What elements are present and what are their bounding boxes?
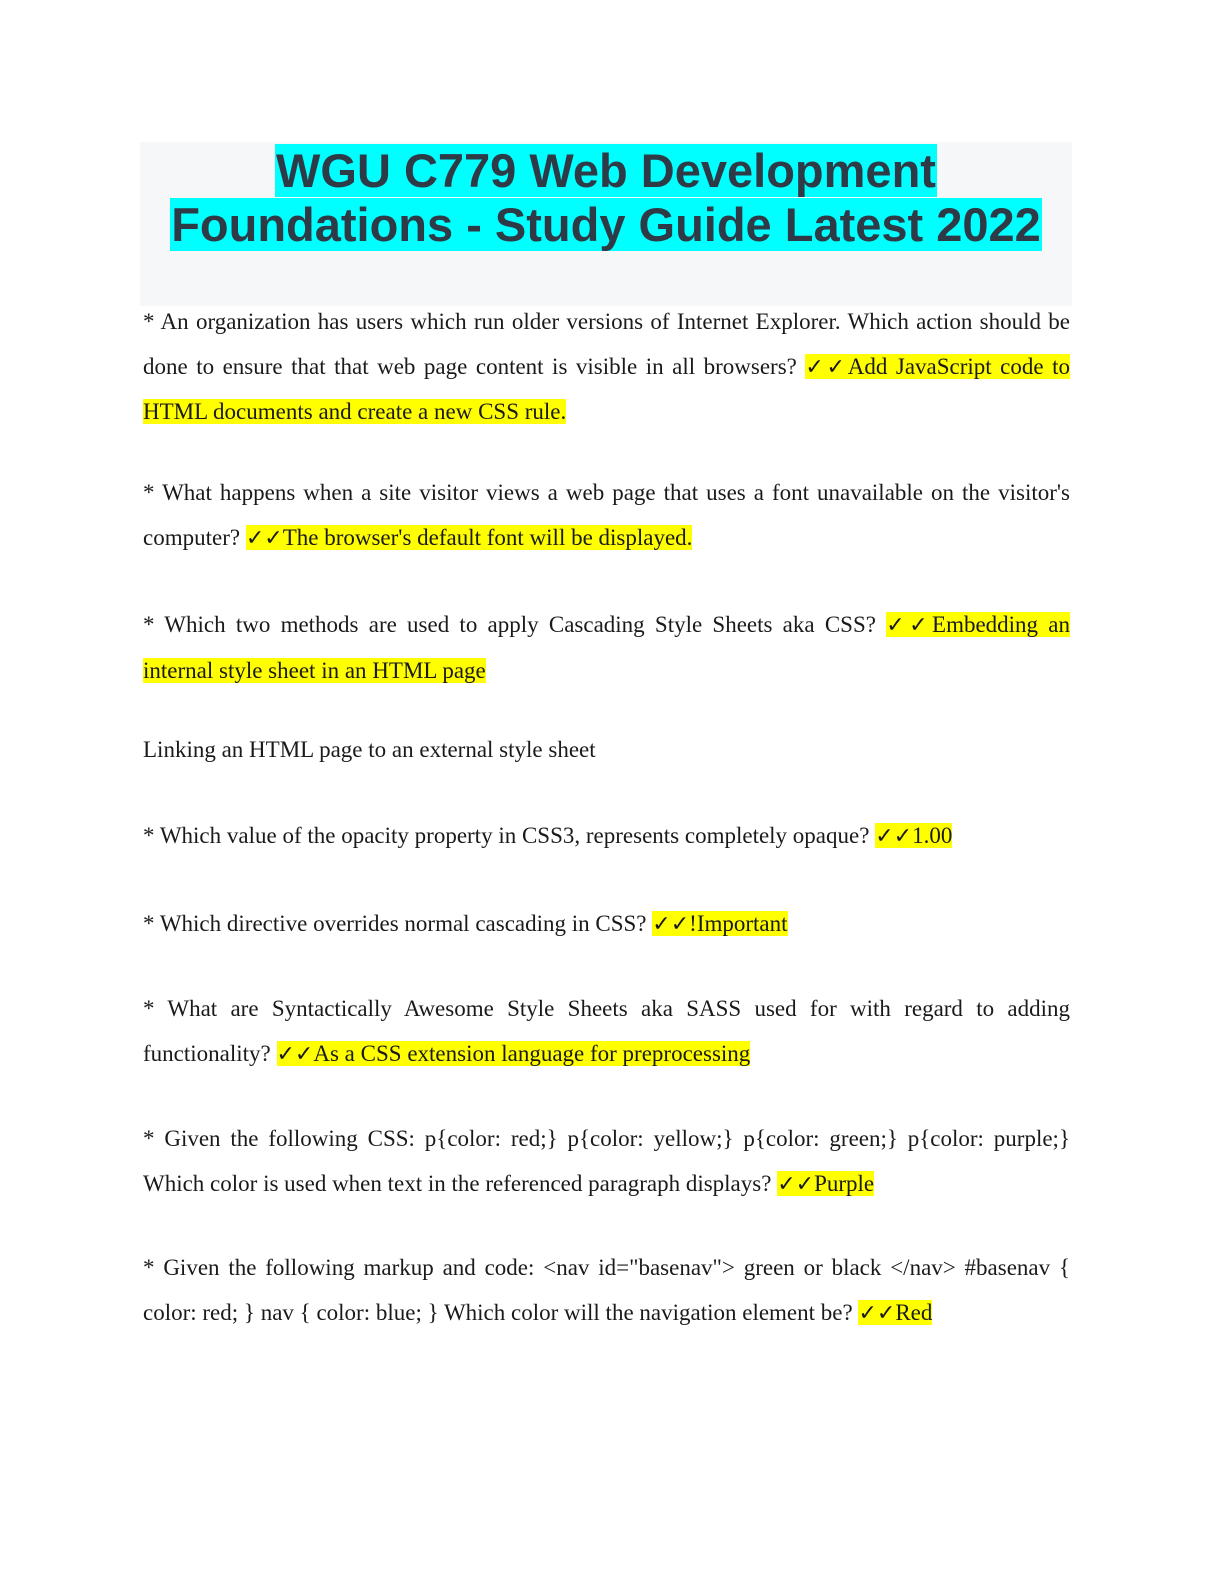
answer-text: As a CSS extension language for preprocessing [313, 1040, 751, 1066]
question-text: * Which directive overrides normal cascading in CSS? [143, 911, 653, 936]
answer-highlight [652, 911, 787, 936]
checkmark-icon: ✓✓ [245, 525, 283, 551]
question-text: * Which value of the opacity property in CSS3, represents completely opaque? [143, 823, 876, 848]
document-title-line-1 [140, 144, 1072, 198]
plain-text: Linking an HTML page to an external style sheet [143, 737, 596, 762]
question-5 [143, 902, 1070, 948]
question-text: * Which two methods are used to apply Cascading Style Sheets aka CSS? [143, 612, 887, 637]
answer-highlight [858, 1300, 932, 1325]
answer-highlight [875, 823, 952, 848]
answer-highlight [277, 1041, 751, 1066]
answer-text: The browser's default font will be displayed. [282, 524, 693, 550]
checkmark-icon: ✓✓ [777, 1171, 815, 1197]
question-text: * What happens when a site visitor views a web page that uses a font unavailable on the visitor's computer? [143, 480, 1070, 550]
checkmark-icon: ✓✓ [276, 1041, 314, 1067]
answer-text: Embedding an internal style sheet in an HTML page [143, 612, 1070, 683]
answer-text: 1.00 [912, 823, 953, 848]
answer-highlight [246, 525, 693, 550]
checkmark-icon: ✓✓ [805, 354, 848, 380]
question-8 [143, 1246, 1070, 1336]
question-text: * Given the following CSS: p{color: red;} p{color: yellow;} p{color: green;} p{color: purple;} Which color is used when text in the referenced paragraph displays? [143, 1126, 1070, 1196]
answer-text: Red [895, 1299, 933, 1325]
answer-highlight [777, 1171, 874, 1196]
answer-continuation [143, 728, 1070, 773]
answer-text: !Important [689, 911, 788, 936]
question-1 [143, 300, 1070, 435]
answer-text: Purple [814, 1170, 875, 1196]
document-title-block [140, 142, 1072, 306]
question-7 [143, 1117, 1070, 1207]
checkmark-icon: ✓✓ [875, 824, 913, 849]
title-highlight: Foundations - Study Guide Latest 2022 [171, 198, 1041, 251]
question-text: * What are Syntactically Awesome Style Sheets aka SASS used for with regard to adding functionality? [143, 996, 1070, 1066]
question-text: * An organization has users which run older versions of Internet Explorer. Which action should be done to ensure that that web page content is visible in all browsers? [143, 309, 1070, 379]
title-highlight: WGU C779 Web Development [276, 144, 936, 197]
checkmark-icon: ✓✓ [652, 912, 690, 937]
answer-text: Add JavaScript code to HTML documents and create a new CSS rule. [143, 353, 1070, 424]
checkmark-icon: ✓✓ [886, 613, 933, 638]
question-6 [143, 987, 1070, 1077]
question-4 [143, 814, 1070, 860]
checkmark-icon: ✓✓ [858, 1300, 896, 1326]
document-title-line-2 [140, 198, 1072, 252]
question-2 [143, 471, 1070, 561]
question-3 [143, 603, 1070, 693]
question-text: * Given the following markup and code: <nav id="basenav"> green or black </nav> #basenav { color: red; } nav { color: blue; } Which color will the navigation element be? [143, 1255, 1070, 1325]
